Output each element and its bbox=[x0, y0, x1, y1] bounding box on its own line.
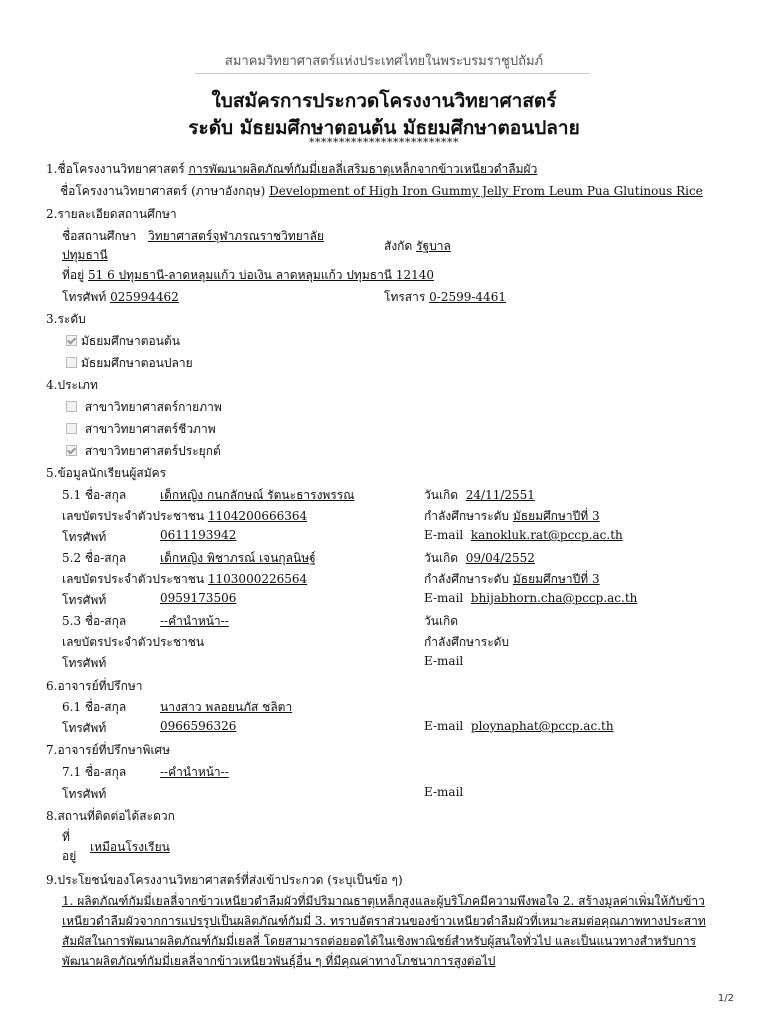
student2-grade-value: มัธยมศึกษาปีที่ 3 bbox=[512, 572, 600, 586]
benefits-section-heading: 9.ประโยชน์ของโครงงานวิทยาศาสตร์ที่ส่งเข้าประกวด (ระบุเป็นข้อ ๆ) bbox=[46, 873, 403, 887]
student2-name-value: เด็กหญิง พิชาภรณ์ เจนกุลนิษฐ์ bbox=[160, 551, 316, 565]
project-name-en-label: ชื่อโครงงานวิทยาศาสตร์ (ภาษาอังกฤษ) bbox=[60, 184, 266, 198]
category-option-physical-label: สาขาวิทยาศาสตร์กายภาพ bbox=[84, 400, 222, 414]
project-name-value: การพัฒนาผลิตภัณฑ์กัมมี่เยลลี่เสริมธาตุเหล็กจากข้าวเหนียวดำลืมผัว bbox=[188, 162, 538, 176]
student3-name-value: --คำนำหน้า-- bbox=[160, 614, 229, 628]
special-advisor-section-heading: 7.อาจารย์ที่ปรึกษาพิเศษ bbox=[46, 743, 171, 757]
level-option-upper-label: มัธยมศึกษาตอนปลาย bbox=[81, 356, 193, 370]
students-section-heading: 5.ข้อมูลนักเรียนผู้สมัคร bbox=[46, 466, 167, 480]
form-subtitle: ระดับ มัธยมศึกษาตอนต้น มัธยมศึกษาตอนปลาย bbox=[188, 117, 580, 139]
checked-checkbox-icon[interactable] bbox=[66, 445, 77, 456]
address-value: 51 6 ปทุมธานี-ลาดหลุมแก้ว บ่อเงิน ลาดหลุมแก้ว ปทุมธานี 12140 bbox=[87, 268, 434, 282]
student2-email-row bbox=[424, 591, 637, 605]
benefits-text: 1. ผลิตภัณฑ์กัมมี่เยลลี่จากข้าวเหนียวดำลืมผัวที่มีปริมาณธาตุเหล็กสูงและผู้บริโภคมีความพึงพอใจ 2. สร้างมูลค่าเพิ่มให้กับข้าวเหนียวดำลืมผัวจากการแปรรูปเป็นผลิตภัณฑ์กัมมี่ 3. ทราบอัตราส่วนของข้าวเหนียวดำลืมผัวที่เหมาะสมต่อคุณภาพทางประสาทสัมผัสในการพัฒนาผลิตภัณฑ์กัมมี่เยลลี่ โดยสามารถต่อยอดได้ในเชิงพาณิชย์สำหรับผู้สนใจทั่วไป และเป็นแนวทางสำหรับการพัฒนาผลิตภัณฑ์กัมมี่เยลลี่จากข้าวเหนียวพันธุ์อื่น ๆ ที่มีคุณค่าทางโภชนาการสูงต่อไป bbox=[62, 894, 706, 968]
school-section-heading: 2.รายละเอียดสถานศึกษา bbox=[46, 207, 177, 221]
address-row bbox=[62, 266, 434, 285]
student1-birth-value: 24/11/2551 bbox=[465, 488, 535, 502]
advisor-name-label: 6.1 ชื่อ-สกุล bbox=[62, 700, 127, 714]
special-advisor-email-label: E-mail bbox=[424, 785, 464, 799]
student3-phone-label: โทรศัพท์ bbox=[62, 656, 107, 670]
level-option-lower-label: มัธยมศึกษาตอนต้น bbox=[81, 334, 180, 348]
contact-section-heading: 8.สถานที่ติดต่อได้สะดวก bbox=[46, 809, 175, 823]
student1-id-value: 1104200666364 bbox=[207, 509, 308, 523]
special-advisor-name-value: --คำนำหน้า-- bbox=[160, 765, 229, 779]
birth-label: วันเกิด bbox=[424, 551, 459, 565]
school-fax-row bbox=[384, 288, 506, 307]
star-divider: ************************* bbox=[309, 136, 459, 149]
school-name-label: ชื่อสถานศึกษา bbox=[62, 229, 137, 243]
category-option-biological-label: สาขาวิทยาศาสตร์ชีวภาพ bbox=[84, 422, 216, 436]
unchecked-checkbox-icon[interactable] bbox=[66, 401, 77, 412]
student1-email-value: kanokluk.rat@pccp.ac.th bbox=[470, 528, 623, 542]
student1-phone-label: โทรศัพท์ bbox=[62, 530, 107, 544]
category-option-physical[interactable] bbox=[66, 398, 222, 417]
email-label: E-mail bbox=[424, 528, 464, 542]
contact-address-label-1: ที่ bbox=[62, 830, 70, 844]
project-name-row bbox=[46, 160, 537, 179]
category-option-applied[interactable] bbox=[66, 442, 221, 461]
grade-label: กำลังศึกษาระดับ bbox=[424, 509, 510, 523]
unchecked-checkbox-icon[interactable] bbox=[66, 423, 77, 434]
student3-birth-label: วันเกิด bbox=[424, 614, 459, 628]
student2-name-label: 5.2 ชื่อ-สกุล bbox=[62, 551, 127, 565]
school-name-value: วิทยาศาสตร์จุฬาภรณราชวิทยาลัย bbox=[148, 229, 324, 243]
student2-birth-value: 09/04/2552 bbox=[465, 551, 535, 565]
student2-birth-row bbox=[424, 549, 535, 568]
student2-grade-row bbox=[424, 570, 600, 589]
school-phone-row bbox=[62, 288, 179, 307]
student2-id-row bbox=[62, 570, 307, 589]
category-option-biological[interactable] bbox=[66, 420, 216, 439]
student2-phone-value: 0959173506 bbox=[160, 591, 237, 605]
address-label: ที่อยู่ bbox=[62, 268, 85, 282]
email-label: E-mail bbox=[424, 591, 464, 605]
student1-grade-value: มัธยมศึกษาปีที่ 3 bbox=[512, 509, 600, 523]
student3-id-label: เลขบัตรประจำตัวประชาชน bbox=[62, 635, 205, 649]
level-option-upper[interactable] bbox=[66, 354, 193, 373]
school-name-value-cont: ปทุมธานี bbox=[62, 248, 108, 262]
student2-email-value: bhijabhorn.cha@pccp.ac.th bbox=[470, 591, 638, 605]
advisor-name-value: นางสาว พลอยนภัส ชลิตา bbox=[160, 700, 293, 714]
advisor-email-value: ploynaphat@pccp.ac.th bbox=[470, 719, 614, 733]
advisor-phone-label: โทรศัพท์ bbox=[62, 721, 107, 735]
student1-grade-row bbox=[424, 507, 600, 526]
advisor-section-heading: 6.อาจารย์ที่ปรึกษา bbox=[46, 679, 143, 693]
student1-id-row bbox=[62, 507, 307, 526]
student1-phone-value: 0611193942 bbox=[160, 528, 237, 542]
affiliation-label: สังกัด bbox=[384, 239, 413, 253]
project-name-en-row bbox=[60, 182, 703, 201]
student2-phone-label: โทรศัพท์ bbox=[62, 593, 107, 607]
page-number: 1/2 bbox=[717, 993, 734, 1004]
project-name-en-value: Development of High Iron Gummy Jelly From Leum Pua Glutinous Rice bbox=[269, 184, 703, 198]
checked-checkbox-icon[interactable] bbox=[66, 335, 77, 346]
unchecked-checkbox-icon[interactable] bbox=[66, 357, 77, 368]
special-advisor-name-label: 7.1 ชื่อ-สกุล bbox=[62, 765, 127, 779]
student3-email-label: E-mail bbox=[424, 654, 464, 668]
student3-grade-label: กำลังศึกษาระดับ bbox=[424, 635, 510, 649]
advisor-phone-value: 0966596326 bbox=[160, 719, 237, 733]
email-label: E-mail bbox=[424, 719, 464, 733]
student1-name-value: เด็กหญิง กนกลักษณ์ รัตนะธารงพรรณ bbox=[160, 488, 355, 502]
id-label: เลขบัตรประจำตัวประชาชน bbox=[62, 572, 205, 586]
category-option-applied-label: สาขาวิทยาศาสตร์ประยุกต์ bbox=[84, 444, 221, 458]
contact-address-label-2: อยู่ bbox=[62, 849, 77, 863]
school-phone-value: 025994462 bbox=[110, 290, 179, 304]
project-name-label: 1.ชื่อโครงงานวิทยาศาสตร์ bbox=[46, 162, 185, 176]
grade-label: กำลังศึกษาระดับ bbox=[424, 572, 510, 586]
student1-name-label: 5.1 ชื่อ-สกุล bbox=[62, 488, 127, 502]
header-divider bbox=[195, 73, 590, 74]
level-section-heading: 3.ระดับ bbox=[46, 312, 86, 326]
affiliation-value: รัฐบาล bbox=[416, 239, 451, 253]
advisor-email-row bbox=[424, 719, 614, 733]
student1-email-row bbox=[424, 528, 623, 542]
affiliation-row bbox=[384, 237, 451, 256]
school-phone-label: โทรศัพท์ bbox=[62, 290, 107, 304]
special-advisor-phone-label: โทรศัพท์ bbox=[62, 787, 107, 801]
student1-birth-row bbox=[424, 486, 535, 505]
form-title: ใบสมัครการประกวดโครงงานวิทยาศาสตร์ bbox=[211, 90, 557, 112]
school-fax-value: 0-2599-4461 bbox=[429, 290, 506, 304]
student2-id-value: 1103000226564 bbox=[207, 572, 308, 586]
contact-address-value: เหมือนโรงเรียน bbox=[90, 840, 170, 854]
level-option-lower[interactable] bbox=[66, 332, 180, 351]
category-section-heading: 4.ประเภท bbox=[46, 378, 98, 392]
organization-name: สมาคมวิทยาศาสตร์แห่งประเทศไทยในพระบรมราชูปถัมภ์ bbox=[224, 54, 544, 69]
school-fax-label: โทรสาร bbox=[384, 290, 426, 304]
student3-name-label: 5.3 ชื่อ-สกุล bbox=[62, 614, 127, 628]
id-label: เลขบัตรประจำตัวประชาชน bbox=[62, 509, 205, 523]
birth-label: วันเกิด bbox=[424, 488, 459, 502]
